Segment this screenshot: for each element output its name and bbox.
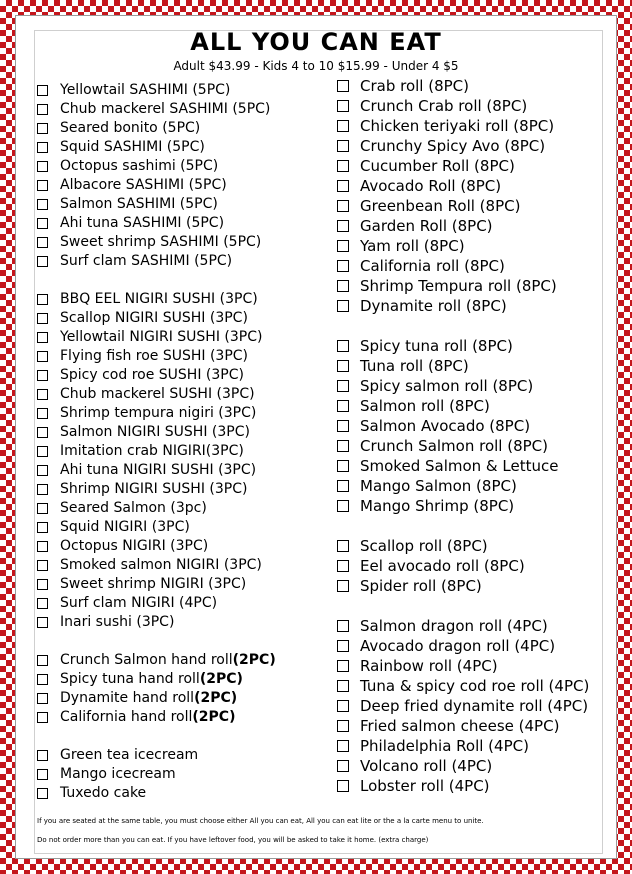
- item-piece-count: (2PC): [192, 709, 236, 725]
- item-checkbox[interactable]: [337, 700, 349, 712]
- menu-item[interactable]: [337, 456, 612, 476]
- section-gap: [37, 632, 327, 651]
- item-checkbox[interactable]: [337, 560, 349, 572]
- item-checkbox[interactable]: [337, 220, 349, 232]
- item-checkbox[interactable]: [37, 218, 48, 229]
- menu-item[interactable]: [337, 356, 612, 376]
- menu-item[interactable]: [37, 480, 327, 499]
- item-label: Smoked Salmon & Lettuce: [360, 457, 559, 475]
- item-checkbox[interactable]: [337, 180, 349, 192]
- item-label: Inari sushi (3PC): [60, 614, 175, 630]
- item-checkbox[interactable]: [37, 750, 48, 761]
- menu-item[interactable]: [37, 708, 327, 727]
- item-label: Tuna & spicy cod roe roll (4PC): [360, 677, 590, 695]
- item-label: Octopus sashimi (5PC): [60, 158, 219, 174]
- item-label: Flying fish roe SUSHI (3PC): [60, 348, 249, 364]
- item-checkbox[interactable]: [37, 788, 48, 799]
- section-gap: [337, 516, 612, 536]
- item-checkbox[interactable]: [337, 300, 349, 312]
- item-checkbox[interactable]: [37, 484, 48, 495]
- section-gap: [37, 727, 327, 746]
- note-leftover-rule: Do not order more than you can eat. If you have leftover food, you will be asked to take it home. (extra charge): [37, 836, 429, 844]
- item-checkbox[interactable]: [337, 420, 349, 432]
- item-checkbox[interactable]: [337, 280, 349, 292]
- item-label: Chub mackerel SASHIMI (5PC): [60, 101, 271, 117]
- item-label: Shrimp NIGIRI SUSHI (3PC): [60, 481, 248, 497]
- item-label: Spicy tuna roll (8PC): [360, 337, 513, 355]
- item-checkbox[interactable]: [37, 769, 48, 780]
- item-checkbox[interactable]: [337, 620, 349, 632]
- item-label: Mango Salmon (8PC): [360, 477, 517, 495]
- item-checkbox[interactable]: [337, 660, 349, 672]
- item-checkbox[interactable]: [337, 540, 349, 552]
- item-label: Yellowtail NIGIRI SUSHI (3PC): [60, 329, 263, 345]
- menu-item[interactable]: [337, 496, 612, 516]
- item-label: Ahi tuna SASHIMI (5PC): [60, 215, 225, 231]
- menu-item[interactable]: [337, 96, 612, 116]
- item-label: Squid NIGIRI (3PC): [60, 519, 190, 535]
- item-label: Chicken teriyaki roll (8PC): [360, 117, 555, 135]
- menu-item[interactable]: [37, 366, 327, 385]
- menu-item[interactable]: [37, 157, 327, 176]
- item-label: Greenbean Roll (8PC): [360, 197, 521, 215]
- item-label: Ahi tuna NIGIRI SUSHI (3PC): [60, 462, 257, 478]
- item-checkbox[interactable]: [37, 389, 48, 400]
- menu-item[interactable]: [337, 656, 612, 676]
- item-checkbox[interactable]: [37, 332, 48, 343]
- item-checkbox[interactable]: [37, 446, 48, 457]
- item-label: Crunch Crab roll (8PC): [360, 97, 528, 115]
- menu-item[interactable]: [37, 575, 327, 594]
- left-column: [37, 81, 327, 803]
- item-label: Imitation crab NIGIRI(3PC): [60, 443, 244, 459]
- menu-item[interactable]: [337, 236, 612, 256]
- item-label: Cucumber Roll (8PC): [360, 157, 515, 175]
- menu-item[interactable]: [337, 136, 612, 156]
- item-label: Avocado dragon roll (4PC): [360, 637, 556, 655]
- item-label: Seared bonito (5PC): [60, 120, 201, 136]
- menu-item[interactable]: [337, 296, 612, 316]
- menu-item[interactable]: [37, 765, 327, 784]
- item-checkbox[interactable]: [37, 503, 48, 514]
- note-table-rule: If you are seated at the same table, you must choose either All you can eat, All you can eat lite or the a la carte menu to unite.: [37, 817, 484, 825]
- item-label: Volcano roll (4PC): [360, 757, 493, 775]
- item-checkbox[interactable]: [337, 380, 349, 392]
- item-label: Crunch Salmon hand roll: [60, 652, 233, 668]
- item-label: Philadelphia Roll (4PC): [360, 737, 529, 755]
- menu-item[interactable]: [37, 404, 327, 423]
- item-label: Mango icecream: [60, 766, 176, 782]
- item-label: Tuna roll (8PC): [360, 357, 469, 375]
- menu-item[interactable]: [337, 576, 612, 596]
- item-checkbox[interactable]: [37, 522, 48, 533]
- item-checkbox[interactable]: [337, 640, 349, 652]
- menu-item[interactable]: [337, 776, 612, 796]
- item-label: Spicy cod roe SUSHI (3PC): [60, 367, 244, 383]
- item-label: Yam roll (8PC): [360, 237, 465, 255]
- menu-item[interactable]: [37, 138, 327, 157]
- item-label: Sweet shrimp SASHIMI (5PC): [60, 234, 262, 250]
- item-label: Green tea icecream: [60, 747, 199, 763]
- menu-item[interactable]: [337, 616, 612, 636]
- item-checkbox[interactable]: [37, 674, 48, 685]
- menu-item[interactable]: [37, 385, 327, 404]
- item-checkbox[interactable]: [37, 142, 48, 153]
- menu-item[interactable]: [37, 689, 327, 708]
- item-checkbox[interactable]: [337, 460, 349, 472]
- item-checkbox[interactable]: [37, 294, 48, 305]
- item-label: Lobster roll (4PC): [360, 777, 490, 795]
- item-piece-count: (2PC): [194, 690, 238, 706]
- item-label: Smoked salmon NIGIRI (3PC): [60, 557, 262, 573]
- item-checkbox[interactable]: [337, 360, 349, 372]
- menu-item[interactable]: [37, 214, 327, 233]
- item-checkbox[interactable]: [337, 200, 349, 212]
- item-checkbox[interactable]: [37, 85, 48, 96]
- item-label: Squid SASHIMI (5PC): [60, 139, 205, 155]
- section-gap: [337, 596, 612, 616]
- item-checkbox[interactable]: [337, 440, 349, 452]
- item-checkbox[interactable]: [37, 655, 48, 666]
- item-label: California hand roll: [60, 709, 193, 725]
- menu-item[interactable]: [337, 756, 612, 776]
- menu-item[interactable]: [337, 276, 612, 296]
- item-label: Scallop roll (8PC): [360, 537, 488, 555]
- item-label: Seared Salmon (3pc): [60, 500, 207, 516]
- menu-item[interactable]: [337, 216, 612, 236]
- item-checkbox[interactable]: [37, 237, 48, 248]
- item-checkbox[interactable]: [37, 370, 48, 381]
- item-label: Crab roll (8PC): [360, 77, 470, 95]
- menu-item[interactable]: [337, 256, 612, 276]
- item-label: Surf clam NIGIRI (4PC): [60, 595, 218, 611]
- item-label: Dynamite roll (8PC): [360, 297, 507, 315]
- menu-item[interactable]: [37, 195, 327, 214]
- item-label: Albacore SASHIMI (5PC): [60, 177, 227, 193]
- menu-item[interactable]: [37, 233, 327, 252]
- item-checkbox[interactable]: [337, 780, 349, 792]
- item-label: Salmon roll (8PC): [360, 397, 490, 415]
- item-label: Salmon Avocado (8PC): [360, 417, 531, 435]
- menu-item[interactable]: [37, 290, 327, 309]
- section-gap: [37, 271, 327, 290]
- menu-item[interactable]: [337, 436, 612, 456]
- item-label: Fried salmon cheese (4PC): [360, 717, 560, 735]
- item-label: Shrimp Tempura roll (8PC): [360, 277, 557, 295]
- menu-item[interactable]: [337, 696, 612, 716]
- item-checkbox[interactable]: [337, 760, 349, 772]
- item-label: Scallop NIGIRI SUSHI (3PC): [60, 310, 248, 326]
- item-checkbox[interactable]: [37, 598, 48, 609]
- menu-item[interactable]: [37, 670, 327, 689]
- menu-item[interactable]: [337, 176, 612, 196]
- menu-item[interactable]: [337, 636, 612, 656]
- item-label: Salmon NIGIRI SUSHI (3PC): [60, 424, 250, 440]
- section-gap: [337, 316, 612, 336]
- item-label: Avocado Roll (8PC): [360, 177, 502, 195]
- menu-item[interactable]: [37, 537, 327, 556]
- menu-item[interactable]: [37, 309, 327, 328]
- item-label: Tuxedo cake: [60, 785, 147, 801]
- menu-item[interactable]: [37, 556, 327, 575]
- item-checkbox[interactable]: [337, 240, 349, 252]
- item-label: Spicy tuna hand roll: [60, 671, 200, 687]
- item-label: Octopus NIGIRI (3PC): [60, 538, 209, 554]
- item-checkbox[interactable]: [37, 541, 48, 552]
- menu-item[interactable]: [337, 156, 612, 176]
- menu-item[interactable]: [37, 119, 327, 138]
- item-label: Crunchy Spicy Avo (8PC): [360, 137, 546, 155]
- menu-item[interactable]: [337, 196, 612, 216]
- menu-item[interactable]: [37, 252, 327, 271]
- item-checkbox[interactable]: [337, 260, 349, 272]
- item-label: Garden Roll (8PC): [360, 217, 493, 235]
- menu-item[interactable]: [37, 81, 327, 100]
- right-column: [337, 76, 612, 796]
- item-piece-count: (2PC): [232, 652, 276, 668]
- menu-item[interactable]: [337, 336, 612, 356]
- item-label: Salmon dragon roll (4PC): [360, 617, 548, 635]
- item-label: Crunch Salmon roll (8PC): [360, 437, 549, 455]
- item-checkbox[interactable]: [37, 180, 48, 191]
- item-checkbox[interactable]: [337, 500, 349, 512]
- item-label: Mango Shrimp (8PC): [360, 497, 515, 515]
- item-checkbox[interactable]: [37, 351, 48, 362]
- item-label: Deep fried dynamite roll (4PC): [360, 697, 589, 715]
- item-checkbox[interactable]: [37, 712, 48, 723]
- item-checkbox[interactable]: [37, 104, 48, 115]
- menu-item[interactable]: [37, 651, 327, 670]
- item-label: Dynamite hand roll: [60, 690, 195, 706]
- item-checkbox[interactable]: [337, 400, 349, 412]
- menu-item[interactable]: [37, 328, 327, 347]
- menu-item[interactable]: [337, 536, 612, 556]
- menu-item[interactable]: [37, 347, 327, 366]
- item-label: Spicy salmon roll (8PC): [360, 377, 534, 395]
- item-checkbox[interactable]: [337, 80, 349, 92]
- menu-title: ALL YOU CAN EAT: [190, 28, 442, 56]
- item-checkbox[interactable]: [337, 160, 349, 172]
- item-label: Surf clam SASHIMI (5PC): [60, 253, 233, 269]
- menu-item[interactable]: [37, 594, 327, 613]
- menu-item[interactable]: [337, 716, 612, 736]
- menu-item[interactable]: [37, 100, 327, 119]
- item-label: Sweet shrimp NIGIRI (3PC): [60, 576, 247, 592]
- item-checkbox[interactable]: [37, 256, 48, 267]
- menu-item[interactable]: [337, 476, 612, 496]
- item-checkbox[interactable]: [37, 560, 48, 571]
- menu-item[interactable]: [337, 376, 612, 396]
- item-piece-count: (2PC): [199, 671, 243, 687]
- menu-item[interactable]: [37, 746, 327, 765]
- item-checkbox[interactable]: [337, 340, 349, 352]
- menu-item[interactable]: [37, 784, 327, 803]
- price-line: Adult $43.99 - Kids 4 to 10 $15.99 - Under 4 $5: [173, 59, 459, 73]
- item-checkbox[interactable]: [337, 740, 349, 752]
- item-checkbox[interactable]: [37, 199, 48, 210]
- item-checkbox[interactable]: [37, 465, 48, 476]
- menu-item[interactable]: [37, 518, 327, 537]
- menu-item[interactable]: [337, 76, 612, 96]
- item-checkbox[interactable]: [337, 100, 349, 112]
- item-label: Rainbow roll (4PC): [360, 657, 498, 675]
- item-checkbox[interactable]: [37, 161, 48, 172]
- menu-item[interactable]: [37, 442, 327, 461]
- item-checkbox[interactable]: [37, 408, 48, 419]
- menu-item[interactable]: [337, 676, 612, 696]
- item-label: California roll (8PC): [360, 257, 505, 275]
- item-checkbox[interactable]: [37, 617, 48, 628]
- menu-item[interactable]: [337, 396, 612, 416]
- item-checkbox[interactable]: [37, 123, 48, 134]
- menu-item[interactable]: [37, 461, 327, 480]
- menu-item[interactable]: [37, 423, 327, 442]
- item-checkbox[interactable]: [337, 140, 349, 152]
- item-checkbox[interactable]: [337, 120, 349, 132]
- menu-item[interactable]: [337, 416, 612, 436]
- menu-item[interactable]: [337, 116, 612, 136]
- item-checkbox[interactable]: [37, 427, 48, 438]
- menu-item[interactable]: [37, 613, 327, 632]
- item-label: Eel avocado roll (8PC): [360, 557, 525, 575]
- item-checkbox[interactable]: [337, 720, 349, 732]
- menu-item[interactable]: [37, 176, 327, 195]
- item-checkbox[interactable]: [337, 480, 349, 492]
- item-label: Spider roll (8PC): [360, 577, 482, 595]
- item-label: Chub mackerel SUSHI (3PC): [60, 386, 255, 402]
- menu-item[interactable]: [337, 556, 612, 576]
- item-checkbox[interactable]: [337, 580, 349, 592]
- item-checkbox[interactable]: [337, 680, 349, 692]
- item-label: BBQ EEL NIGIRI SUSHI (3PC): [60, 291, 258, 307]
- item-label: Salmon SASHIMI (5PC): [60, 196, 218, 212]
- item-label: Shrimp tempura nigiri (3PC): [60, 405, 257, 421]
- item-checkbox[interactable]: [37, 313, 48, 324]
- menu-item[interactable]: [37, 499, 327, 518]
- menu-item[interactable]: [337, 736, 612, 756]
- item-checkbox[interactable]: [37, 579, 48, 590]
- item-label: Yellowtail SASHIMI (5PC): [60, 82, 231, 98]
- item-checkbox[interactable]: [37, 693, 48, 704]
